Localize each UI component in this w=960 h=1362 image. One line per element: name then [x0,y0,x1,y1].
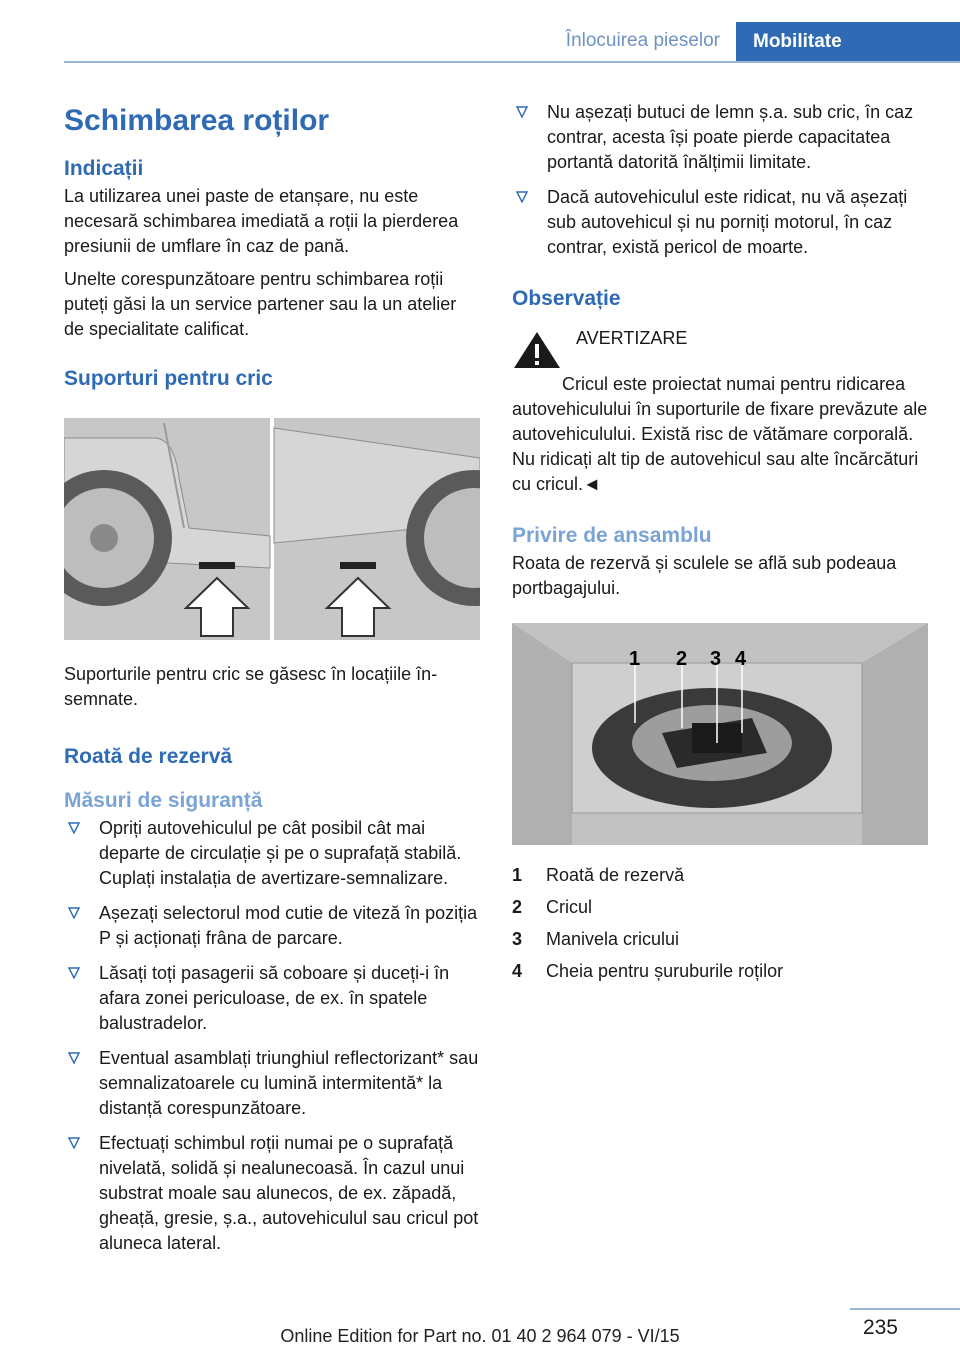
page-number: 235 [862,1316,898,1339]
list-item [64,1131,480,1256]
list-item-text: Nu așezați butuci de lemn ș.a. sub cric, în caz contrar, acesta își poate pierde capacitatea portantă datorită înălțimii limitate. [547,102,914,172]
legend-number: 4 [512,961,523,981]
triangle-bullet-icon [68,967,80,979]
header-rule [64,61,960,63]
list-item [512,185,928,260]
page-title: Schimbarea roților [64,104,330,137]
jack-points-figure [64,418,480,640]
right-column [512,100,928,987]
triangle-bullet-icon [68,822,80,834]
header-section-title: Înlocuirea pieselor [565,30,720,51]
spare-wheel-figure [512,623,928,845]
warning-title: AVERTIZARE [576,328,688,348]
rezerva-heading: Roată de rezervă [64,745,233,768]
safety-list-continued [512,100,928,260]
left-column [64,100,480,1256]
ansamblu-text: Roata de rezervă și sculele se află sub podeaua portbagajului. [512,553,897,598]
list-item-text: Opriți autovehiculul pe cât posibil cât mai departe de circulație și pe o suprafață stabilă. Cuplați instalația de avertizare-semnalizare. [99,818,462,888]
legend-row [512,955,928,987]
list-item-text: Dacă autovehiculul este ridicat, nu vă așezați sub autovehicul și nu porniți motorul, în caz contrar, există pericol de moarte. [547,187,908,257]
legend-number: 2 [512,897,523,917]
figure-label-4: 4 [735,648,747,670]
list-item-text: Eventual asamblați triunghiul reflectorizant* sau semnalizatoarele cu lumină intermitentă* la distanță corespunzătoare. [99,1048,479,1118]
triangle-bullet-icon [516,106,528,118]
triangle-bullet-icon [68,1052,80,1064]
header-chapter-tab: Mobilitate [736,22,960,62]
triangle-bullet-icon [68,907,80,919]
spare-wheel-illustration [512,623,928,845]
warning-icon [512,330,562,370]
indicatii-paragraph-1: La utilizarea unei paste de etanșare, nu este necesară schimbarea imediată a roții la pierderea presiunii de umflare în caz de pană. [64,186,459,256]
figure-label-2: 2 [676,648,688,670]
legend-label: Manivela cricului [546,929,680,949]
legend-row [512,859,928,891]
legend-number: 1 [512,865,523,885]
footer-edition-text: Online Edition for Part no. 01 40 2 964 079 - VI/15 [280,1326,680,1346]
list-item-text: Efectuați schimbul roții numai pe o suprafață nivelată, solidă și nealunecoasă. În cazul unui substrat moale sau alunecos, de ex. zăpadă, gheață, gresie, ș.a., autovehiculul sau cricul pot aluneca lateral. [99,1133,479,1253]
safety-subheading: Măsuri de siguranță [64,789,263,812]
ansamblu-heading: Privire de ansamblu [512,524,712,547]
list-item-text: Așezați selectorul mod cutie de viteză în poziția P și acționați frâna de parcare. [99,903,478,948]
list-item [64,816,480,891]
indicatii-paragraph-2: Unelte corespunzătoare pentru schimbarea roții puteți găsi la un service partener sau la un atelier de specialitate calificat. [64,269,457,339]
list-item [64,1046,480,1121]
observatie-heading: Observație [512,287,621,310]
safety-list [64,816,480,1256]
figure-label-1: 1 [629,648,641,670]
list-item [64,901,480,951]
warning-block [512,326,928,370]
legend-label: Cheia pentru șuruburile roților [546,961,784,981]
legend-label: Cricul [546,897,593,917]
suporturi-heading: Suporturi pentru cric [64,367,273,390]
indicatii-heading: Indicații [64,157,144,180]
legend-label: Roată de rezervă [546,865,685,885]
list-item-text: Lăsați toți pasagerii să coboare și duceți-i în afara zonei periculoase, de ex. în spatele balustradelor. [99,963,450,1033]
triangle-bullet-icon [516,191,528,203]
warning-text: Cricul este proiectat numai pentru ridicarea autovehiculului în suporturile de fixare prevăzute ale autovehiculului. Există risc de vătămare corporală. Nu ridicați alt tip de autovehicul sau alte încărcături cu cricul.◄ [512,374,928,494]
jack-points-caption: Suporturile pentru cric se găsesc în locațiile însemnate. [64,664,438,709]
triangle-bullet-icon [68,1137,80,1149]
legend-row [512,923,928,955]
legend-number: 3 [512,929,523,949]
figure-label-3: 3 [710,648,722,670]
list-item [64,961,480,1036]
jack-points-illustration [64,418,480,640]
legend-row [512,891,928,923]
figure-legend [512,859,928,987]
list-item [512,100,928,175]
footer-rule [850,1308,960,1310]
